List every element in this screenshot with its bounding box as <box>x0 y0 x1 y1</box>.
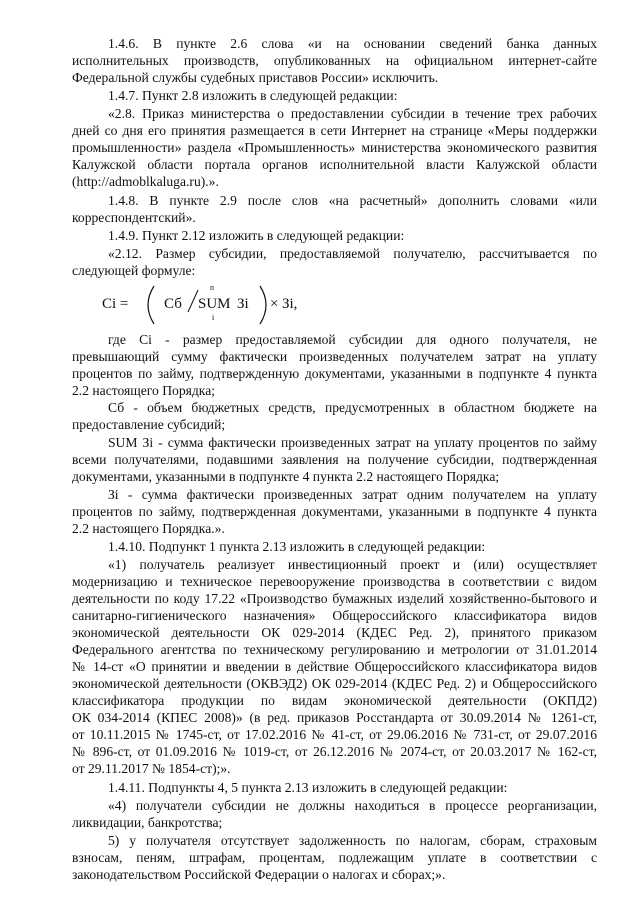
p28-line-2: дней со дня его принятия размещается в сети Интернет на странице «Меры поддержки <box>72 123 597 138</box>
item1-line-9: классификатора продукции по видам экономической деятельности (ОКПД2) <box>72 693 597 708</box>
sum-line-2: всеми получателями, подавшими заявления на получение субсидии, подтвержденная <box>72 452 597 467</box>
subsidy-formula <box>102 282 302 328</box>
sb-line-2: предоставление субсидий; <box>72 417 226 432</box>
formula-numerator: Сб <box>164 296 182 312</box>
item1-line-1: «1) получатель реализует инвестиционный проект и (или) осуществляет <box>108 557 597 572</box>
where-ci-line-2: превышающий сумму фактически произведенных получателем затрат на уплату <box>72 349 597 364</box>
p28-line-3: промышленности» раздела «Промышленность» министерства экономического развития <box>72 140 597 155</box>
zi-line-2: процентов по займу, подтвержденная документами, указанными в подпункте 4 пункта <box>72 504 597 519</box>
p147-line-1: 1.4.7. Пункт 2.8 изложить в следующей редакции: <box>108 88 398 103</box>
where-ci-line-1: где Ci - размер предоставляемой субсидии для одного получателя, не <box>108 332 597 347</box>
p28-line-1: «2.8. Приказ министерства о предоставлении субсидии в течение трех рабочих <box>108 106 597 121</box>
item1-line-5: экономической деятельности ОК 029-2014 (КДЕС Ред. 2), принятого приказом <box>72 625 597 640</box>
item4-line-1: «4) получатели субсидии не должны находиться в процессе реорганизации, <box>108 798 597 813</box>
p28-line-4: Калужской области портала органов исполнительной власти Калужской области <box>72 157 597 172</box>
item1-line-3: деятельности по коду 17.22 «Производство бумажных изделий хозяйственно-бытового и <box>72 591 597 606</box>
sum-line-1: SUM Зi - сумма фактически произведенных затрат на уплату процентов по займу <box>108 435 597 450</box>
formula-sum-term: Зi <box>237 296 249 312</box>
formula-sum-lower: i <box>212 313 215 322</box>
formula-sum-label: SUM <box>198 296 231 312</box>
p28-line-5: (http://admoblkaluga.ru).». <box>72 174 219 189</box>
item1-line-13: от 29.11.2017 № 1854-ст);». <box>72 761 231 776</box>
sb-line-1: Сб - объем бюджетных средств, предусмотренных в областном бюджете на <box>108 400 597 415</box>
p1411-line-1: 1.4.11. Подпункты 4, 5 пункта 2.13 изложить в следующей редакции: <box>108 780 508 795</box>
p1410-line-1: 1.4.10. Подпункт 1 пункта 2.13 изложить в следующей редакции: <box>108 539 486 554</box>
formula-rhs: Зi, <box>282 296 298 312</box>
where-ci-line-3: процентов по займу, подтвержденную документами, указанными в подпункте 4 пункта <box>72 366 597 381</box>
p212-line-2: следующей формуле: <box>72 263 196 278</box>
item1-line-12: № 896-ст, от 01.09.2016 № 1019-ст, от 26.12.2016 № 2074-ст, от 20.03.2017 № 162-ст, <box>72 744 597 759</box>
formula-lhs: Ci = <box>102 296 129 312</box>
item1-line-2: модернизацию и техническое перевооружение производства в соответствии с видом <box>72 574 597 589</box>
item1-line-10: ОК 034-2014 (КПЕС 2008)» (в ред. приказов Росстандарта от 30.09.2014 № 1261-ст, <box>72 710 597 725</box>
formula-sum-upper: n <box>210 283 214 292</box>
item1-line-4: санитарно-гигиенического назначения» Общероссийского классификатора видов <box>72 608 597 623</box>
sum-line-3: документами, указанными в подпункте 4 пункта 2.2 настоящего Порядка; <box>72 469 500 484</box>
item5-line-3: законодательством Российской Федерации о налогах и сборах;». <box>72 867 446 882</box>
item1-line-6: Федерального агентства по техническому регулированию и метрологии от 31.01.2014 <box>72 642 597 657</box>
p146-line-1: 1.4.6. В пункте 2.6 слова «и на основании сведений банка данных <box>108 36 597 51</box>
item5-line-1: 5) у получателя отсутствует задолженность по налогам, сборам, страховым <box>108 833 597 848</box>
item4-line-2: ликвидации, банкротства; <box>72 815 223 830</box>
where-ci-line-4: 2.2 настоящего Порядка; <box>72 383 216 398</box>
item1-line-7: № 14-ст «О принятии и введении в действие Общероссийского классификатора видов <box>72 659 597 674</box>
item5-line-2: взносам, пеням, штрафам, процентам, подлежащим уплате в соответствии с <box>72 850 597 865</box>
zi-line-1: Зi - сумма фактически произведенных затрат одним получателем на уплату <box>108 487 597 502</box>
zi-line-3: 2.2 настоящего Порядка.». <box>72 521 225 536</box>
p148-line-2: корреспондентский». <box>72 210 196 225</box>
p146-line-3: Федеральной службы судебных приставов России» исключить. <box>72 70 439 85</box>
item1-line-8: экономической деятельности (ОКВЭД2) ОК 029-2014 (КДЕС Ред. 2) и Общероссийского <box>72 676 597 691</box>
item1-line-11: от 10.11.2015 № 1745-ст, от 17.02.2016 № 41-ст, от 29.06.2016 № 731-ст, от 29.07.2016 <box>72 727 597 742</box>
p146-line-2: исполнительных производств, опубликованных на официальном интернет-сайте <box>72 53 597 68</box>
p148-line-1: 1.4.8. В пункте 2.9 после слов «на расчетный» дополнить словами «или <box>108 193 597 208</box>
p212-line-1: «2.12. Размер субсидии, предоставляемой получателю, рассчитывается по <box>108 246 597 261</box>
formula-times: × <box>270 296 279 312</box>
p149-line-1: 1.4.9. Пункт 2.12 изложить в следующей редакции: <box>108 228 405 243</box>
